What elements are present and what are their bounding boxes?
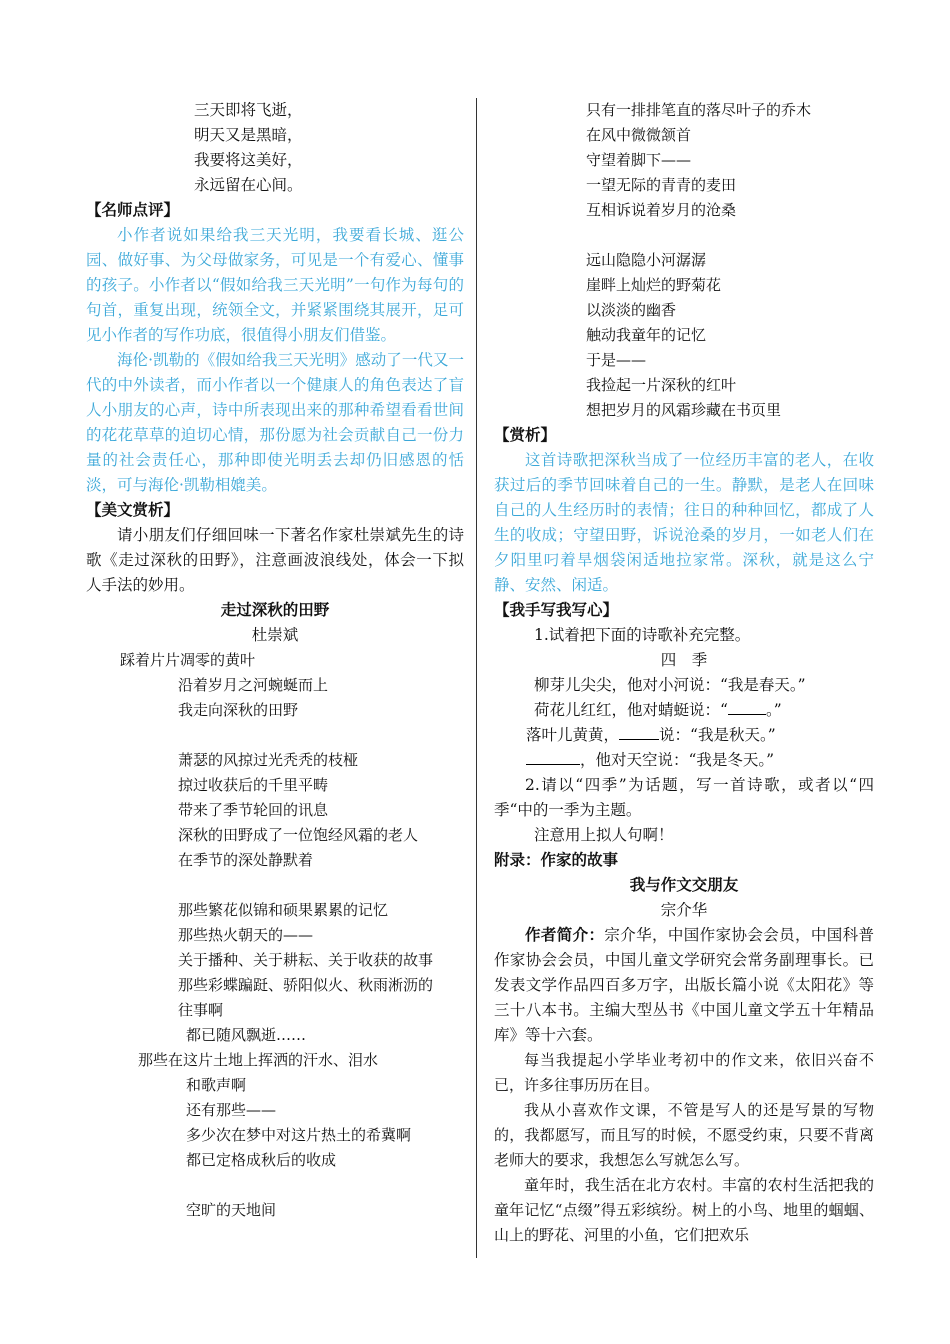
seasons-title: 四 季 bbox=[660, 651, 708, 669]
season-line-text: 说：“我是秋天。” bbox=[659, 726, 776, 744]
poem-line: 和歌声啊 bbox=[186, 1076, 247, 1094]
task-2-note: 注意用上拟人句啊！ bbox=[534, 826, 674, 844]
poem-line: 空旷的天地间 bbox=[186, 1201, 277, 1219]
season-line-text: 落叶儿黄黄， bbox=[526, 726, 620, 744]
poem-line: 还有那些—— bbox=[186, 1101, 277, 1119]
intro-label: 作者简介： bbox=[525, 926, 605, 944]
appendix-heading: 附录：作家的故事 bbox=[494, 851, 619, 869]
poem-line: 深秋的田野成了一位饱经风霜的老人 bbox=[178, 826, 419, 844]
fill-blank[interactable] bbox=[526, 748, 580, 765]
appreciation-intro: 请小朋友们仔细回味一下著名作家杜崇斌先生的诗歌《走过深秋的田野》，注意画波浪线处，体会一下拟人手法的妙用。 bbox=[86, 526, 464, 594]
author-intro bbox=[494, 923, 874, 1048]
poem-line: 都已定格成秋后的收成 bbox=[186, 1151, 337, 1169]
poem-line: 永远留在心间。 bbox=[194, 176, 303, 194]
poem-line: 往事啊 bbox=[178, 1001, 224, 1019]
season-line: 柳芽儿尖尖，他对小河说：“我是春天。” bbox=[534, 676, 806, 694]
poem-title: 走过深秋的田野 bbox=[220, 601, 330, 619]
season-line bbox=[494, 698, 874, 723]
poem-line: 那些热火朝天的—— bbox=[178, 926, 314, 944]
left-column bbox=[86, 98, 464, 1223]
analysis-text: 这首诗歌把深秋当成了一位经历丰富的老人，在收获过后的季节回味着自己的一生。静默，是老人在回味自己的人生经历时的表情；往日的种种回忆，都成了人生的收成；守望田野，诉说沧桑的岁月，一如老人们在夕阳里叼着旱烟袋闲适地拉家常。深秋，就是这么宁静、安然、闲适。 bbox=[494, 451, 874, 594]
poem-line: 关于播种、关于耕耘、关于收获的故事 bbox=[178, 951, 434, 969]
poem-line: 崖畔上灿烂的野菊花 bbox=[586, 276, 722, 294]
poem-line: 想把岁月的风霜珍藏在书页里 bbox=[586, 401, 782, 419]
story-paragraph: 我从小喜欢作文课，不管是写人的还是写景的写物的，我都愿写，而且写的时候，不愿受约束，只要不背离老师大的要求，我想怎么写就怎么写。 bbox=[494, 1101, 874, 1169]
fill-blank[interactable] bbox=[728, 698, 766, 715]
poem-line: 我要将这美好， bbox=[194, 151, 303, 169]
poem-line: 掠过收获后的千里平畴 bbox=[178, 776, 329, 794]
season-line bbox=[494, 748, 874, 773]
poem-line: 沿着岁月之河蜿蜒而上 bbox=[178, 676, 329, 694]
story-author: 宗介华 bbox=[660, 901, 708, 919]
poem-line: 踩着片片凋零的黄叶 bbox=[120, 651, 256, 669]
poem-line: 多少次在梦中对这片热土的希冀啊 bbox=[186, 1126, 412, 1144]
poem-line: 远山隐隐小河潺潺 bbox=[586, 251, 707, 269]
poem-line: 守望着脚下—— bbox=[586, 151, 692, 169]
poem-line: 萧瑟的风掠过光秃秃的枝桠 bbox=[178, 751, 359, 769]
task-1: 1.试着把下面的诗歌补充完整。 bbox=[534, 626, 751, 644]
poem-line: 带来了季节轮回的讯息 bbox=[178, 801, 329, 819]
poem-line: 那些彩蝶蹁跹、骄阳似火、秋雨淅沥的 bbox=[178, 976, 434, 994]
poem-line: 那些繁花似锦和硕果累累的记忆 bbox=[178, 901, 389, 919]
teacher-comment-paragraph: 海伦·凯勒的《假如给我三天光明》感动了一代又一代的中外读者，而小作者以一个健康人的角色表达了盲人小朋友的心声，诗中所表现出来的那种希望看看世间的花花草草的迫切心情，那份愿为社会贡献自己一份力量的社会责任心，那种即使光明丢去却仍旧感恩的恬淡，可与海伦·凯勒相媲美。 bbox=[86, 351, 464, 494]
poem-line: 都已随风飘逝…… bbox=[186, 1026, 307, 1044]
poem-line: 明天又是黑暗， bbox=[194, 126, 303, 144]
teacher-comment-paragraph: 小作者说如果给我三天光明，我要看长城、逛公园、做好事、为父母做家务，可见是一个有爱心、懂事的孩子。小作者以“假如给我三天光明”一句作为每句的句首，重复出现，统领全文，并紧紧围绕其展开，足可见小作者的写作功底，很值得小朋友们借鉴。 bbox=[86, 226, 464, 344]
story-paragraph: 每当我提起小学毕业考初中的作文来，依旧兴奋不已，许多往事历历在目。 bbox=[494, 1051, 874, 1094]
task-2: 2.请以“四季”为话题，写一首诗歌，或者以“四季“中的一季为主题。 bbox=[494, 776, 874, 819]
season-line-text: ，他对天空说：“我是冬天。” bbox=[580, 751, 775, 769]
story-title: 我与作文交朋友 bbox=[629, 876, 739, 894]
intro-text: 宗介华，中国作家协会会员，中国科普作家协会会员，中国儿童文学研究会常务副理事长。已发表文学作品四百多万字，出版长篇小说《太阳花》等三十八本书。主编大型丛书《中国儿童文学五十年精品库》等十六套。 bbox=[494, 926, 874, 1044]
appreciation-heading: 【美文赏析】 bbox=[86, 501, 180, 519]
poem-line: 只有一排排笔直的落尽叶子的乔木 bbox=[586, 101, 812, 119]
poem-line: 我走向深秋的田野 bbox=[178, 701, 299, 719]
column-divider bbox=[476, 98, 477, 1258]
season-line-text: 。” bbox=[765, 701, 782, 719]
poem-line: 在风中微微颔首 bbox=[586, 126, 692, 144]
poem-line: 于是—— bbox=[586, 351, 647, 369]
poem-line: 一望无际的青青的麦田 bbox=[586, 176, 737, 194]
poem-line: 三天即将飞逝， bbox=[194, 101, 303, 119]
fill-blank[interactable] bbox=[619, 723, 659, 740]
poem-line: 我捡起一片深秋的红叶 bbox=[586, 376, 737, 394]
season-line bbox=[494, 723, 874, 748]
poem-line: 以淡淡的幽香 bbox=[586, 301, 677, 319]
write-heading: 【我手写我写心】 bbox=[494, 601, 619, 619]
teacher-comment-heading: 【名师点评】 bbox=[86, 201, 180, 219]
season-line-text: 荷花儿红红，他对蜻蜓说：“ bbox=[534, 701, 728, 719]
poem-line: 触动我童年的记忆 bbox=[586, 326, 707, 344]
poem-line: 互相诉说着岁月的沧桑 bbox=[586, 201, 737, 219]
poem-line: 在季节的深处静默着 bbox=[178, 851, 314, 869]
story-paragraph: 童年时，我生活在北方农村。丰富的农村生活把我的童年记忆“点缀”得五彩缤纷。树上的小鸟、地里的蝈蝈、山上的野花、河里的小鱼，它们把欢乐 bbox=[494, 1176, 874, 1244]
analysis-heading: 【赏析】 bbox=[494, 426, 557, 444]
right-column bbox=[494, 98, 874, 1248]
poem-line: 那些在这片土地上挥洒的汗水、泪水 bbox=[138, 1051, 379, 1069]
poem-author: 杜崇斌 bbox=[251, 626, 299, 644]
